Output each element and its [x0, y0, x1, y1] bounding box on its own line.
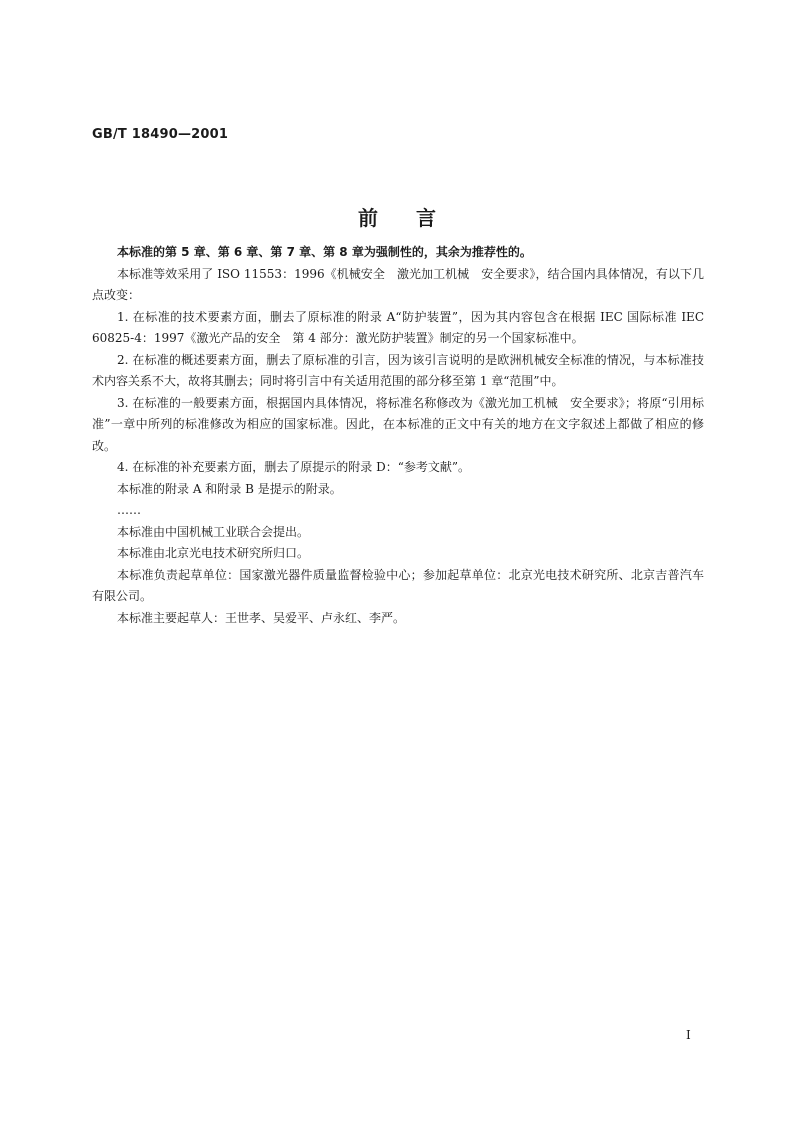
page-number: I	[686, 1028, 691, 1042]
paragraph-change-1: 1. 在标准的技术要素方面，删去了原标准的附录 A“防护装置”，因为其内容包含在根据 IEC 国际标准 IEC 60825-4：1997《激光产品的安全 第 4 部分：激光防护装置》制定的另一个国家标准中。	[92, 309, 704, 345]
paragraph-change-2: 2. 在标准的概述要素方面，删去了原标准的引言，因为该引言说明的是欧洲机械安全标准的情况，与本标准技术内容关系不大，故将其删去；同时将引言中有关适用范围的部分移至第 1 章“范围”中。	[92, 352, 704, 388]
paragraph-mandatory-chapters: 本标准的第 5 章、第 6 章、第 7 章、第 8 章为强制性的，其余为推荐性的。	[117, 245, 532, 259]
paragraph-drafters: 本标准主要起草人：王世孝、吴爱平、卢永红、李严。	[117, 610, 406, 625]
paragraph-ellipsis: ……	[117, 503, 141, 517]
paragraph-proposer: 本标准由中国机械工业联合会提出。	[117, 524, 310, 539]
paragraph-drafting-units: 本标准负责起草单位：国家激光器件质量监督检验中心；参加起草单位：北京光电技术研究所、北京吉普汽车有限公司。	[92, 567, 704, 603]
paragraph-equivalence: 本标准等效采用了 ISO 11553：1996《机械安全 激光加工机械 安全要求》，结合国内具体情况，有以下几点改变：	[92, 266, 704, 302]
standard-code: GB/T 18490—2001	[92, 127, 229, 142]
paragraph-administrator: 本标准由北京光电技术研究所归口。	[117, 546, 310, 560]
paragraph-change-3: 3. 在标准的一般要素方面，根据国内具体情况，将标准名称修改为《激光加工机械 安全要求》；将原“引用标准”一章中所列的标准修改为相应的国家标准。因此，在本标准的正文中有关的地方在文字叙述上都做了相应的修改。	[92, 395, 704, 453]
paragraph-change-4: 4. 在标准的补充要素方面，删去了原提示的附录 D：“参考文献”。	[117, 460, 470, 474]
document-body	[92, 242, 704, 629]
page-title: 前言	[358, 206, 474, 230]
paragraph-appendices: 本标准的附录 A 和附录 B 是提示的附录。	[117, 481, 342, 496]
